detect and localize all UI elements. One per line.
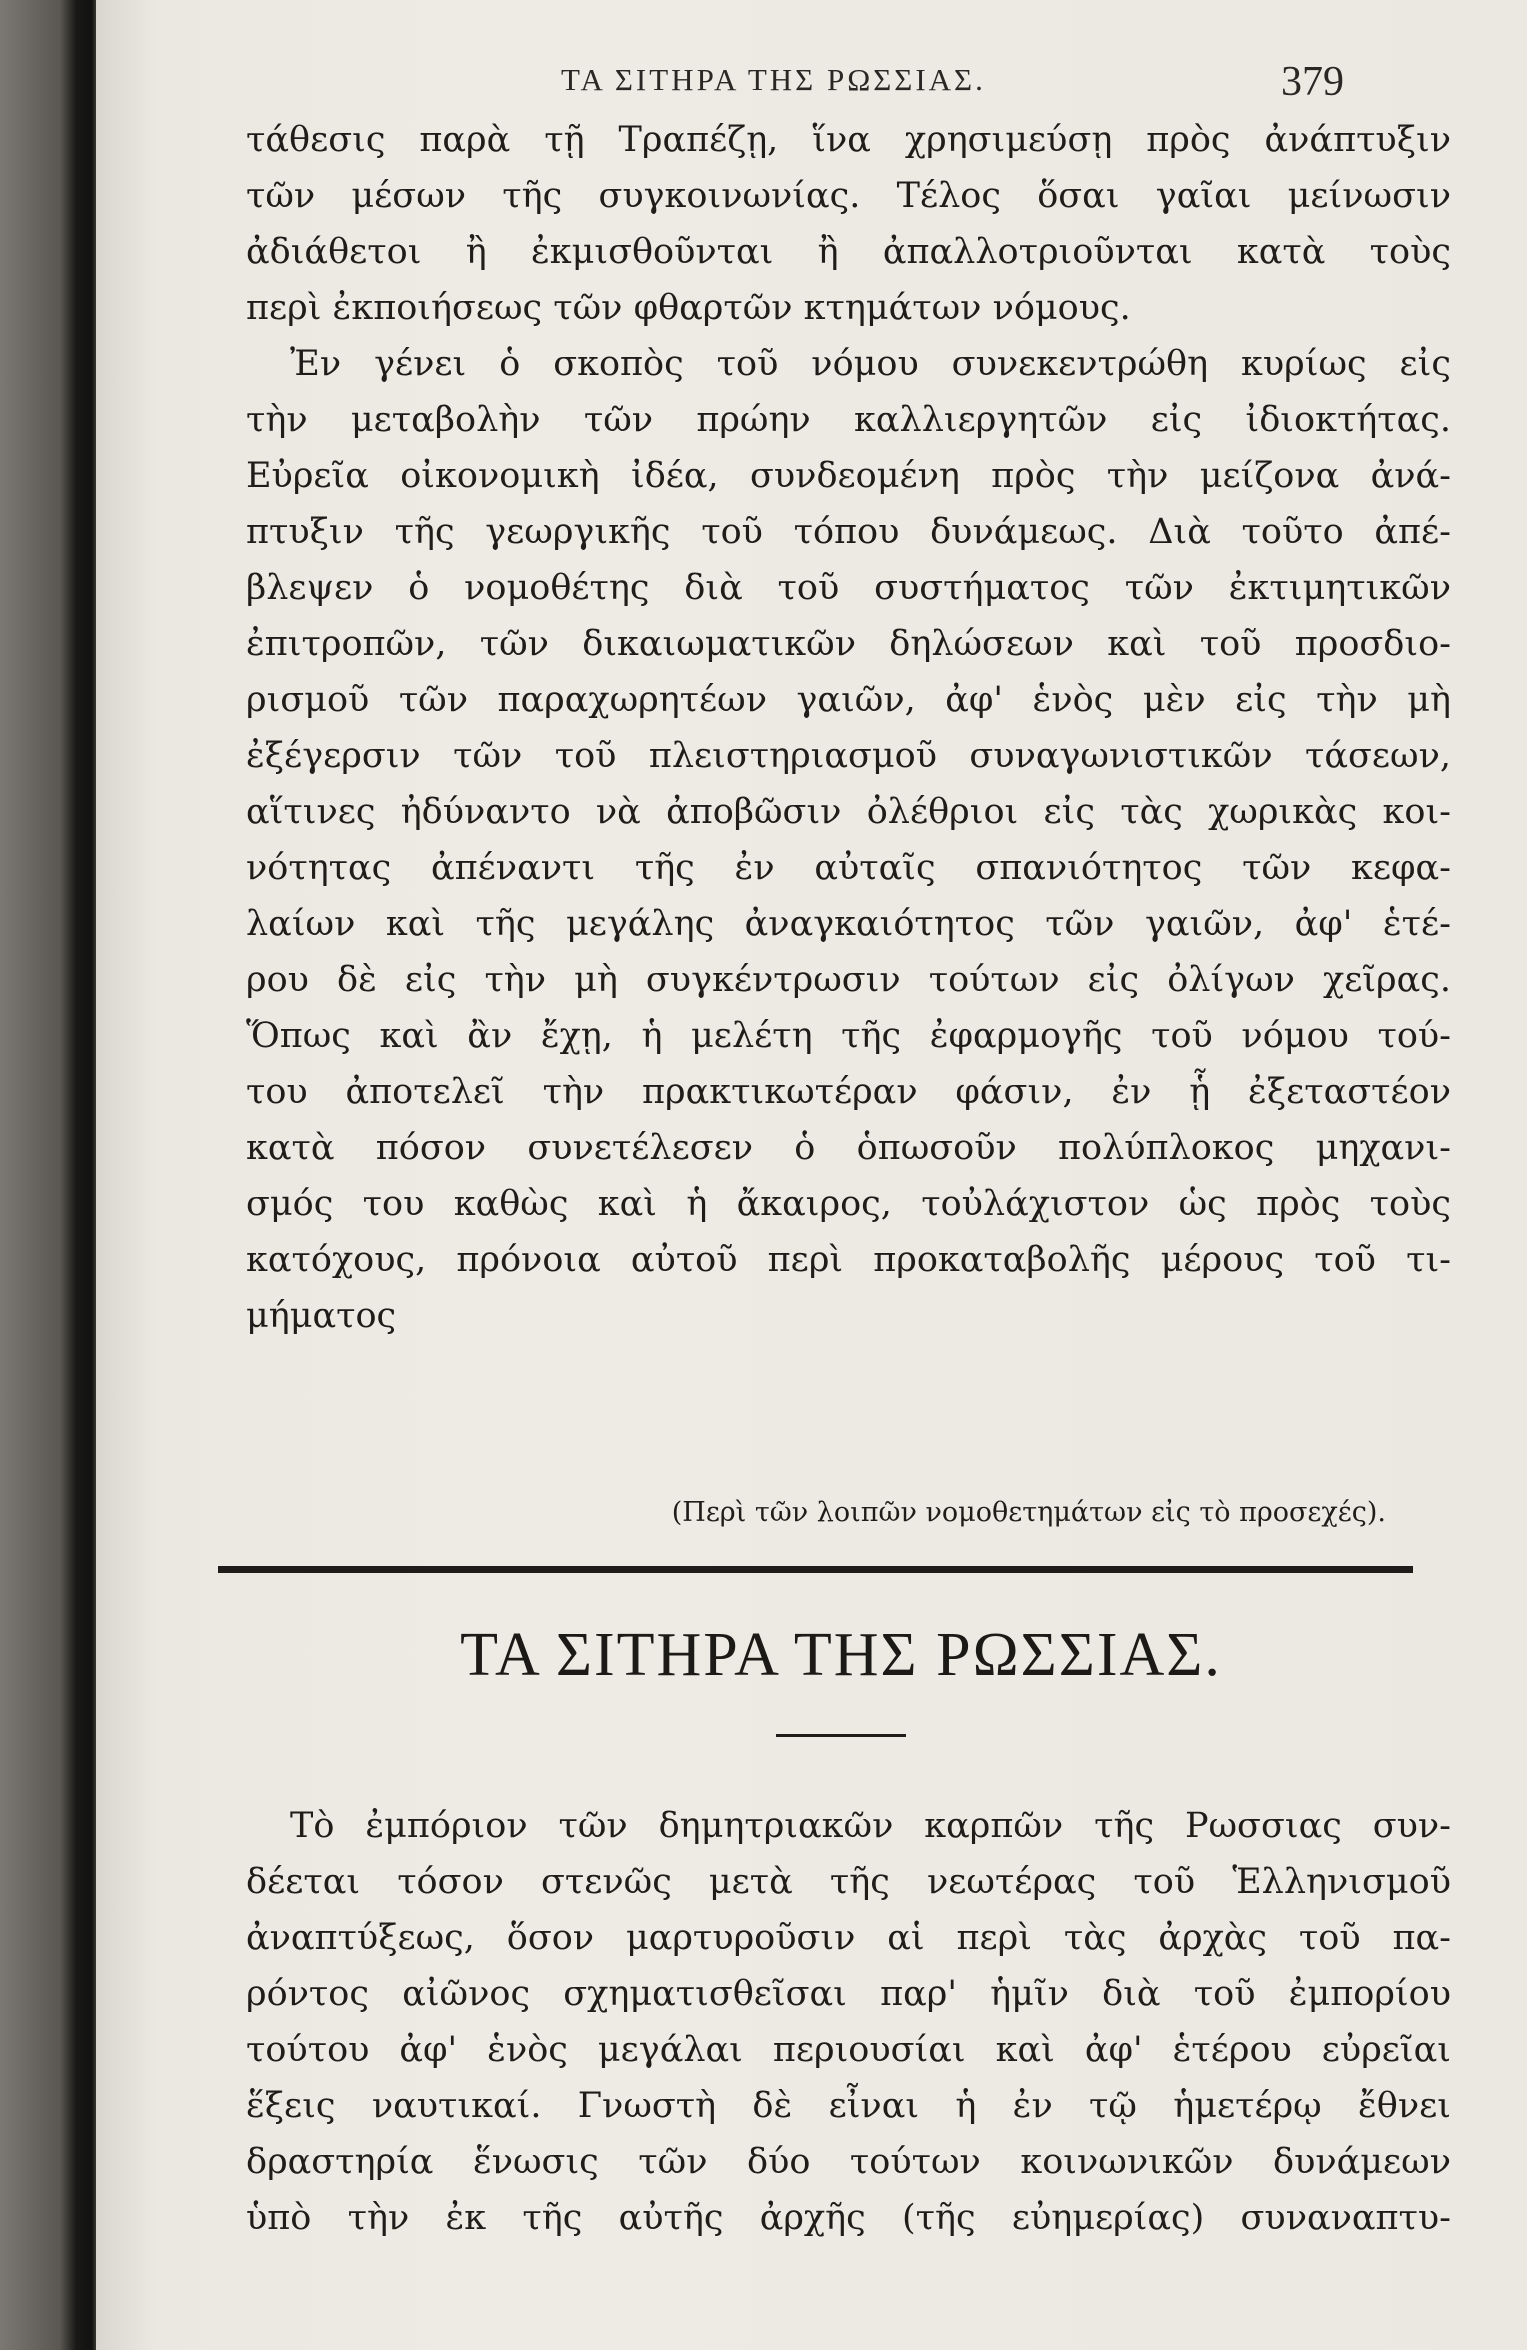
article-body (246, 1798, 1451, 2246)
text-line: τούτου ἀφ' ἑνὸς μεγάλαι περιουσίαι καὶ ἀφ' ἑτέρου εὐρεῖαι (246, 2030, 1451, 2070)
continued-article-text (246, 112, 1451, 1344)
paragraph-start-line: Ἐν γένει ὁ σκοπὸς τοῦ νόμου συνεκεντρώθη κυρίως εἰς (290, 344, 1451, 384)
text-line: ἀδιάθετοι ἢ ἐκμισθοῦνται ἢ ἀπαλλοτριοῦνται κατὰ τοὺς (246, 232, 1451, 272)
text-line: τῶν μέσων τῆς συγκοινωνίας. Τέλος ὅσαι γαῖαι μείνωσιν (246, 176, 1451, 216)
running-head (96, 58, 1527, 108)
text-line: ρόντος αἰῶνος σχηματισθεῖσαι παρ' ἡμῖν διὰ τοῦ ἐμπορίου (246, 1974, 1451, 2014)
text-line: μήματος (246, 1296, 397, 1336)
text-line: λαίων καὶ τῆς μεγάλης ἀναγκαιότητος τῶν γαιῶν, ἀφ' ἑτέ- (246, 904, 1451, 944)
text-line: Εὐρεῖα οἰκονομικὴ ἰδέα, συνδεομένη πρὸς τὴν μείζονα ἀνά- (246, 456, 1451, 496)
text-line: ἐπιτροπῶν, τῶν δικαιωματικῶν δηλώσεων καὶ τοῦ προσδιο- (246, 624, 1451, 664)
text-line: ἕξεις ναυτικαί. Γνωστὴ δὲ εἶναι ἡ ἐν τῷ ἡμετέρῳ ἔθνει (246, 2086, 1451, 2126)
text-line: αἵτινες ἠδύναντο νὰ ἀποβῶσιν ὀλέθριοι εἰς τὰς χωρικὰς κοι- (246, 792, 1451, 832)
book-page (96, 0, 1527, 2350)
heading-underline (776, 1734, 906, 1737)
text-line: περὶ ἐκποιήσεως τῶν φθαρτῶν κτημάτων νόμους. (246, 288, 1131, 328)
section-divider-rule (218, 1566, 1413, 1573)
text-line: δέεται τόσον στενῶς μετὰ τῆς νεωτέρας τοῦ Ἑλληνισμοῦ (246, 1862, 1451, 1902)
text-line: σμός του καθὼς καὶ ἡ ἄκαιρος, τοὐλάχιστον ὡς πρὸς τοὺς (246, 1184, 1451, 1224)
text-line: νότητας ἀπέναντι τῆς ἐν αὐταῖς σπανιότητος τῶν κεφα- (246, 848, 1451, 888)
text-line: κατὰ πόσον συνετέλεσεν ὁ ὁπωσοῦν πολύπλοκος μηχανι- (246, 1128, 1451, 1168)
text-line: τὴν μεταβολὴν τῶν πρώην καλλιεργητῶν εἰς ἰδιοκτήτας. (246, 400, 1451, 440)
text-line: ἐξέγερσιν τῶν τοῦ πλειστηριασμοῦ συναγωνιστικῶν τάσεων, (246, 736, 1451, 776)
text-line: κατόχους, πρόνοια αὐτοῦ περὶ προκαταβολῆς μέρους τοῦ τι- (246, 1240, 1451, 1280)
continuation-note: (Περὶ τῶν λοιπῶν νομοθετημάτων εἰς τὸ προσεχές). (671, 1497, 1386, 1528)
text-line: τάθεσις παρὰ τῇ Τραπέζῃ, ἵνα χρησιμεύσῃ πρὸς ἀνάπτυξιν (246, 120, 1451, 160)
text-line: πτυξιν τῆς γεωργικῆς τοῦ τόπου δυνάμεως. Διὰ τοῦτο ἀπέ- (246, 512, 1451, 552)
text-line: δραστηρία ἕνωσις τῶν δύο τούτων κοινωνικῶν δυνάμεων (246, 2142, 1451, 2182)
text-line: ἀναπτύξεως, ὅσον μαρτυροῦσιν αἱ περὶ τὰς ἀρχὰς τοῦ πα- (246, 1918, 1451, 1958)
text-line: ὑπὸ τὴν ἐκ τῆς αὐτῆς ἀρχῆς (τῆς εὐημερίας) συναναπτυ- (246, 2198, 1451, 2238)
text-line: Ὅπως καὶ ἂν ἔχῃ, ἡ μελέτη τῆς ἐφαρμογῆς τοῦ νόμου τού- (246, 1016, 1451, 1056)
text-line: του ἀποτελεῖ τὴν πρακτικωτέραν φάσιν, ἐν ᾗ ἐξεταστέον (246, 1072, 1451, 1112)
text-line: βλεψεν ὁ νομοθέτης διὰ τοῦ συστήματος τῶν ἐκτιμητικῶν (246, 568, 1451, 608)
page-number: 379 (1281, 59, 1344, 105)
text-line: ρου δὲ εἰς τὴν μὴ συγκέντρωσιν τούτων εἰς ὀλίγων χεῖρας. (246, 960, 1451, 1000)
book-spine-shadow (0, 0, 96, 2350)
text-line: ρισμοῦ τῶν παραχωρητέων γαιῶν, ἀφ' ἑνὸς μὲν εἰς τὴν μὴ (246, 680, 1451, 720)
running-head-title: ΤΑ ΣΙΤΗΡΑ ΤΗΣ ΡΩΣΣΙΑΣ. (561, 62, 986, 97)
article-heading: ΤΑ ΣΙΤΗΡΑ ΤΗΣ ΡΩΣΣΙΑΣ. (460, 1621, 1222, 1689)
paragraph-start-line: Τὸ ἐμπόριον τῶν δημητριακῶν καρπῶν τῆς Ρωσσιας συν- (290, 1806, 1451, 1846)
